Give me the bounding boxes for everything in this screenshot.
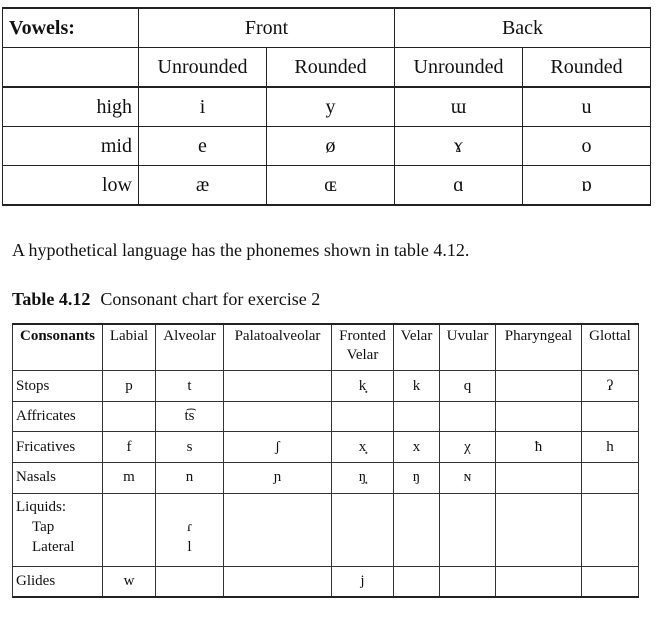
consonant-cell: t bbox=[156, 371, 224, 402]
consonant-header-row bbox=[13, 324, 639, 371]
consonant-cell: ŋ bbox=[394, 462, 440, 493]
consonant-cell: q bbox=[440, 371, 496, 402]
vowel-cell: e bbox=[139, 127, 267, 166]
vowel-corner-label: Vowels: bbox=[3, 8, 139, 48]
consonant-cell bbox=[496, 401, 582, 432]
consonant-cell bbox=[582, 462, 639, 493]
consonant-row-label: Glides bbox=[13, 566, 103, 597]
consonant-header: Glottal bbox=[582, 324, 639, 371]
consonant-row-affricates bbox=[13, 401, 639, 432]
vowel-group-front: Front bbox=[139, 8, 395, 48]
lateral-symbol: l bbox=[187, 538, 192, 555]
liquids-label: Liquids: bbox=[16, 498, 67, 515]
consonant-header: Fronted Velar bbox=[332, 324, 394, 371]
consonant-cell bbox=[332, 401, 394, 432]
consonant-header: Labial bbox=[103, 324, 156, 371]
vowel-cell: y bbox=[267, 87, 395, 127]
consonant-row-nasals bbox=[13, 462, 639, 493]
vowel-row-low bbox=[3, 166, 651, 206]
vowel-cell: æ bbox=[139, 166, 267, 206]
vowel-subheader: Rounded bbox=[267, 48, 395, 88]
consonant-cell bbox=[394, 493, 440, 566]
vowel-cell: ɤ bbox=[395, 127, 523, 166]
vowel-group-header-row bbox=[3, 8, 651, 48]
consonant-cell: ʔ bbox=[582, 371, 639, 402]
consonant-cell bbox=[394, 401, 440, 432]
consonant-cell bbox=[582, 493, 639, 566]
vowel-row-label: high bbox=[3, 87, 139, 127]
vowel-row-label: mid bbox=[3, 127, 139, 166]
consonant-cell-liquids-alveolar bbox=[156, 493, 224, 566]
consonant-cell bbox=[582, 566, 639, 597]
vowel-subheader: Unrounded bbox=[139, 48, 267, 88]
consonant-row-liquids bbox=[13, 493, 639, 566]
consonant-cell: j bbox=[332, 566, 394, 597]
vowel-cell: ɒ bbox=[523, 166, 651, 206]
vowel-cell: ɶ bbox=[267, 166, 395, 206]
consonant-cell: w bbox=[103, 566, 156, 597]
consonant-cell bbox=[496, 493, 582, 566]
lateral-label: Lateral bbox=[32, 538, 75, 555]
vowel-subheader-row bbox=[3, 48, 651, 88]
consonant-cell: t͡s bbox=[156, 401, 224, 432]
consonant-row-label: Stops bbox=[13, 371, 103, 402]
consonant-cell bbox=[224, 401, 332, 432]
consonant-cell: ŋ̟ bbox=[332, 462, 394, 493]
consonant-cell: χ bbox=[440, 432, 496, 463]
table-caption bbox=[12, 289, 320, 310]
consonant-cell bbox=[496, 371, 582, 402]
consonant-cell: n bbox=[156, 462, 224, 493]
vowel-cell: ø bbox=[267, 127, 395, 166]
consonant-cell: x̟ bbox=[332, 432, 394, 463]
consonant-cell: x bbox=[394, 432, 440, 463]
intro-paragraph: A hypothetical language has the phonemes shown in table 4.12. bbox=[12, 240, 470, 260]
vowel-cell: ɑ bbox=[395, 166, 523, 206]
consonant-cell bbox=[440, 493, 496, 566]
consonant-cell bbox=[582, 401, 639, 432]
consonant-header: Velar bbox=[394, 324, 440, 371]
vowel-cell: i bbox=[139, 87, 267, 127]
table-caption-text: Consonant chart for exercise 2 bbox=[100, 289, 321, 309]
consonant-table bbox=[12, 323, 639, 598]
consonant-header: Pharyngeal bbox=[496, 324, 582, 371]
consonant-cell bbox=[103, 401, 156, 432]
vowel-subheader: Unrounded bbox=[395, 48, 523, 88]
consonant-cell: ɲ bbox=[224, 462, 332, 493]
consonant-row-label: Affricates bbox=[13, 401, 103, 432]
consonant-cell: ɴ bbox=[440, 462, 496, 493]
consonant-header: Alveolar bbox=[156, 324, 224, 371]
vowel-group-back: Back bbox=[395, 8, 651, 48]
vowel-row-mid bbox=[3, 127, 651, 166]
tap-symbol: ɾ bbox=[187, 518, 192, 535]
consonant-row-fricatives bbox=[13, 432, 639, 463]
vowel-cell: o bbox=[523, 127, 651, 166]
consonant-cell bbox=[496, 462, 582, 493]
vowel-table bbox=[2, 7, 651, 206]
vowel-cell: u bbox=[523, 87, 651, 127]
consonant-cell bbox=[156, 566, 224, 597]
consonant-cell bbox=[440, 401, 496, 432]
consonant-cell: ʃ bbox=[224, 432, 332, 463]
consonant-cell: ħ bbox=[496, 432, 582, 463]
vowel-row-label: low bbox=[3, 166, 139, 206]
consonant-row-stops bbox=[13, 371, 639, 402]
consonant-row-label-liquids bbox=[13, 493, 103, 566]
table-caption-number: Table 4.12 bbox=[12, 289, 91, 309]
consonant-header: Uvular bbox=[440, 324, 496, 371]
consonant-cell: p bbox=[103, 371, 156, 402]
vowel-subheader: Rounded bbox=[523, 48, 651, 88]
consonant-cell: m bbox=[103, 462, 156, 493]
vowel-subheader-empty bbox=[3, 48, 139, 88]
consonant-cell bbox=[332, 493, 394, 566]
consonant-row-label: Nasals bbox=[13, 462, 103, 493]
consonant-cell bbox=[440, 566, 496, 597]
consonant-cell bbox=[224, 371, 332, 402]
consonant-cell: h bbox=[582, 432, 639, 463]
tap-label: Tap bbox=[32, 518, 55, 535]
consonant-cell bbox=[394, 566, 440, 597]
consonant-header: Consonants bbox=[13, 324, 103, 371]
consonant-row-glides bbox=[13, 566, 639, 597]
consonant-cell: s bbox=[156, 432, 224, 463]
consonant-cell bbox=[496, 566, 582, 597]
consonant-cell: k̟ bbox=[332, 371, 394, 402]
consonant-cell bbox=[103, 493, 156, 566]
consonant-cell bbox=[224, 566, 332, 597]
vowel-row-high bbox=[3, 87, 651, 127]
vowel-cell: ɯ bbox=[395, 87, 523, 127]
consonant-cell bbox=[224, 493, 332, 566]
consonant-header: Palatoalveolar bbox=[224, 324, 332, 371]
consonant-cell: f bbox=[103, 432, 156, 463]
consonant-cell: k bbox=[394, 371, 440, 402]
consonant-row-label: Fricatives bbox=[13, 432, 103, 463]
